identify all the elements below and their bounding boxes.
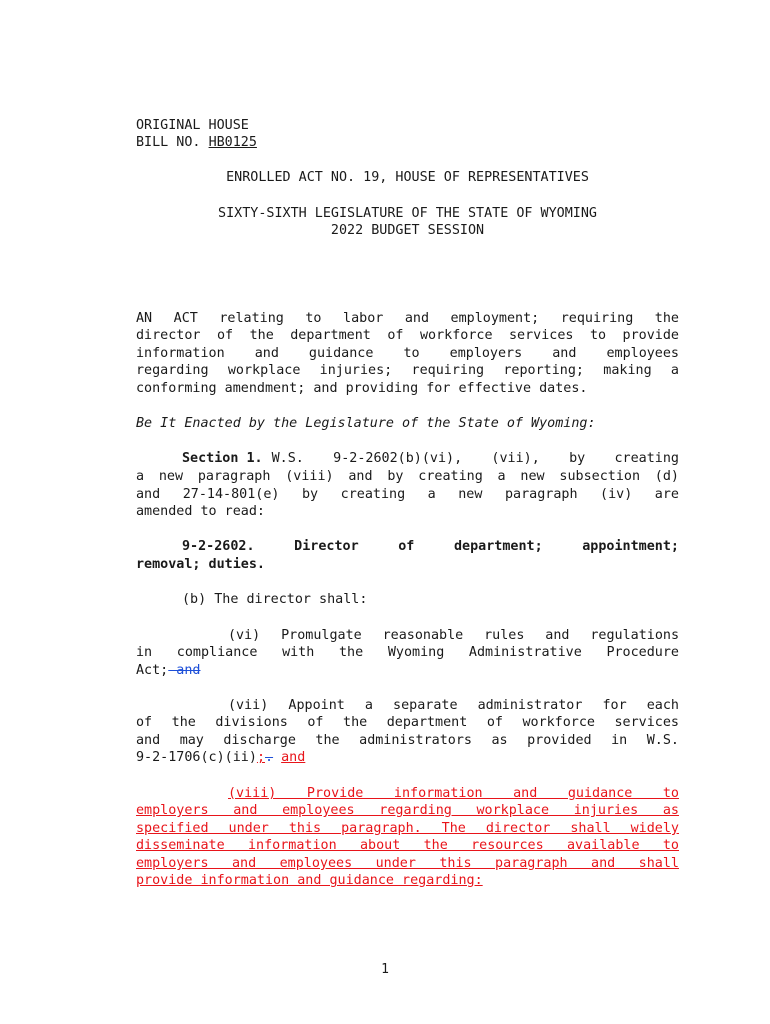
deleted-and: and [168, 663, 201, 678]
section-1-line: amended to read: [136, 504, 265, 519]
inserted-semicolon: ; [256, 750, 265, 765]
bill-number: HB0125 [208, 135, 257, 150]
subsection-b: (b) The director shall: [182, 592, 368, 607]
paragraph-viii-line: (viii) Provide information and guidance to [228, 786, 679, 801]
paragraph-viii-line: specified under this paragraph. The director shall widely [136, 821, 679, 836]
act-title-line: conforming amendment; and providing for effective dates. [136, 381, 588, 396]
act-title-line: information and guidance to employers and employees [136, 346, 679, 361]
paragraph-viii-line: disseminate information about the resources available to [136, 838, 679, 853]
legislature-heading: SIXTY-SIXTH LEGISLATURE OF THE STATE OF WYOMING [218, 206, 597, 221]
enacting-clause: Be It Enacted by the Legislature of the State of Wyoming: [136, 416, 596, 431]
enrolled-act-heading: ENROLLED ACT NO. 19, HOUSE OF REPRESENTATIVES [226, 170, 589, 185]
paragraph-vi-line [136, 662, 679, 679]
section-1-text: W.S. 9-2-2602(b)(vi), (vii), by creating [271, 451, 679, 466]
bill-number-line [136, 134, 679, 151]
paragraph-viii-line: provide information and guidance regarding: [136, 873, 483, 888]
paragraph-vi-line: (vi) Promulgate reasonable rules and regulations [228, 628, 679, 643]
statute-heading: removal; duties. [136, 557, 265, 572]
session-heading: 2022 BUDGET SESSION [330, 223, 485, 238]
act-title-line: director of the department of workforce services to provide [136, 328, 679, 343]
paragraph-vi-line: in compliance with the Wyoming Administrative Procedure [136, 645, 679, 660]
original-house-label: ORIGINAL HOUSE [136, 118, 249, 133]
section-1-line: a new paragraph (viii) and by creating a new subsection (d) [136, 469, 679, 484]
paragraph-vii-text: 9-2-1706(c)(ii) [136, 750, 257, 765]
paragraph-vii-line: and may discharge the administrators as provided in W.S. [136, 733, 679, 748]
act-title-line: regarding workplace injuries; requiring reporting; making a [136, 363, 679, 378]
paragraph-vi-text: Act; [136, 663, 169, 678]
paragraph-viii-line: employers and employees under this paragraph and shall [136, 856, 679, 871]
statute-heading: 9-2-2602. Director of department; appointment; [182, 539, 679, 554]
paragraph-vii-line [136, 749, 679, 766]
paragraph-viii-line: employers and employees regarding workplace injuries as [136, 803, 679, 818]
bill-number-prefix: BILL NO. [136, 135, 209, 150]
deleted-period: . [265, 750, 274, 765]
act-title-line: AN ACT relating to labor and employment; requiring the [136, 311, 679, 326]
page-number: 1 [381, 962, 389, 977]
inserted-and: and [281, 750, 306, 765]
paragraph-vii-line: of the divisions of the department of workforce services [136, 715, 679, 730]
paragraph-vii-line: (vii) Appoint a separate administrator for each [228, 698, 679, 713]
section-1-line: and 27-14-801(e) by creating a new paragraph (iv) are [136, 487, 679, 502]
section-1-line [182, 450, 679, 467]
section-1-label: Section 1. [182, 451, 263, 466]
